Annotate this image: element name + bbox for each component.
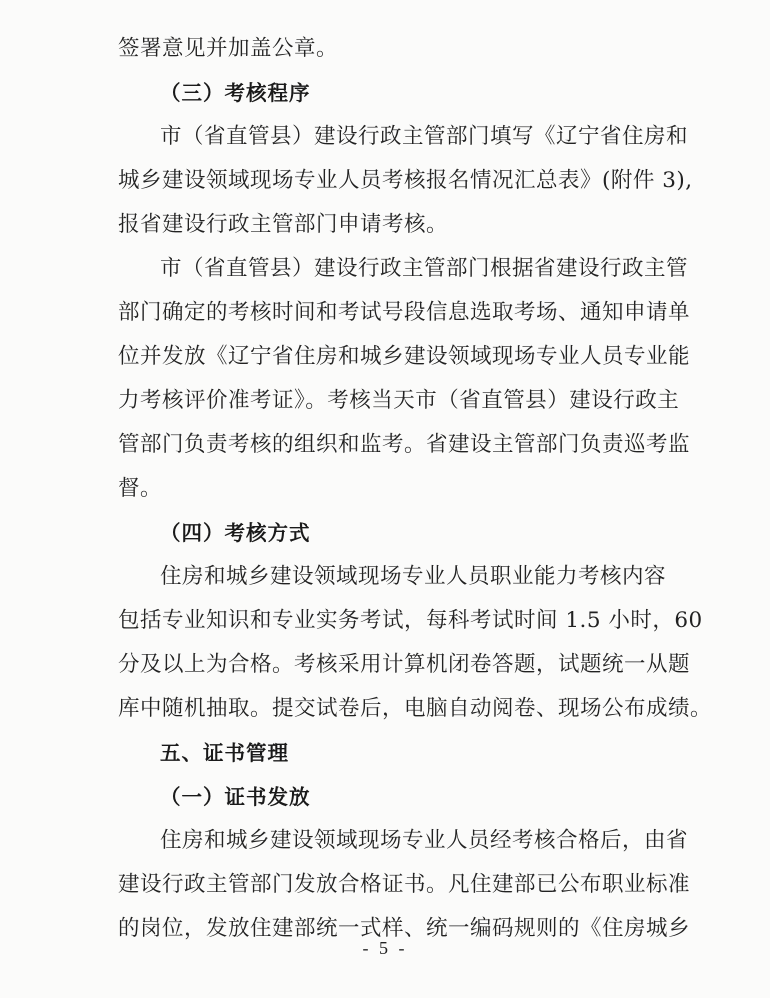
- section-heading-certificate-issuance: （一）证书发放: [160, 785, 311, 809]
- text-line: 的岗位，发放住建部统一式样、统一编码规则的《住房城乡: [118, 916, 691, 941]
- text-line: 包括专业知识和专业实务考试，每科考试时间 1.5 小时，60: [118, 608, 703, 633]
- text-line: 住房和城乡建设领域现场专业人员职业能力考核内容: [160, 564, 667, 589]
- text-line: 位并发放《辽宁省住房和城乡建设领域现场专业人员专业能: [118, 344, 691, 369]
- text-line: 建设行政主管部门发放合格证书。凡住建部已公布职业标准: [118, 872, 691, 897]
- page-number: - 5 -: [362, 938, 408, 958]
- text-line: 市（省直管县）建设行政主管部门根据省建设行政主管: [160, 256, 689, 281]
- text-line: 城乡建设领域现场专业人员考核报名情况汇总表》(附件 3),: [118, 168, 693, 193]
- text-line: 库中随机抽取。提交试卷后，电脑自动阅卷、现场公布成绩。: [118, 696, 713, 721]
- text-line: 报省建设行政主管部门申请考核。: [118, 212, 449, 237]
- text-line: 住房和城乡建设领域现场专业人员经考核合格后，由省: [160, 828, 689, 853]
- section-heading-assessment-method: （四）考核方式: [160, 521, 311, 545]
- text-line: 市（省直管县）建设行政主管部门填写《辽宁省住房和: [160, 124, 689, 149]
- section-heading-certificate-management: 五、证书管理: [160, 741, 289, 765]
- section-heading-assessment-procedure: （三）考核程序: [160, 81, 311, 105]
- text-line: 签署意见并加盖公章。: [118, 36, 339, 61]
- text-line: 督。: [118, 476, 163, 501]
- text-line: 力考核评价准考证》。考核当天市（省直管县）建设行政主: [118, 388, 680, 413]
- text-line: 管部门负责考核的组织和监考。省建设主管部门负责巡考监: [118, 432, 691, 457]
- text-line: 分及以上为合格。考核采用计算机闭卷答题，试题统一从题: [118, 652, 691, 677]
- text-line: 部门确定的考核时间和考试号段信息选取考场、通知申请单: [118, 300, 691, 325]
